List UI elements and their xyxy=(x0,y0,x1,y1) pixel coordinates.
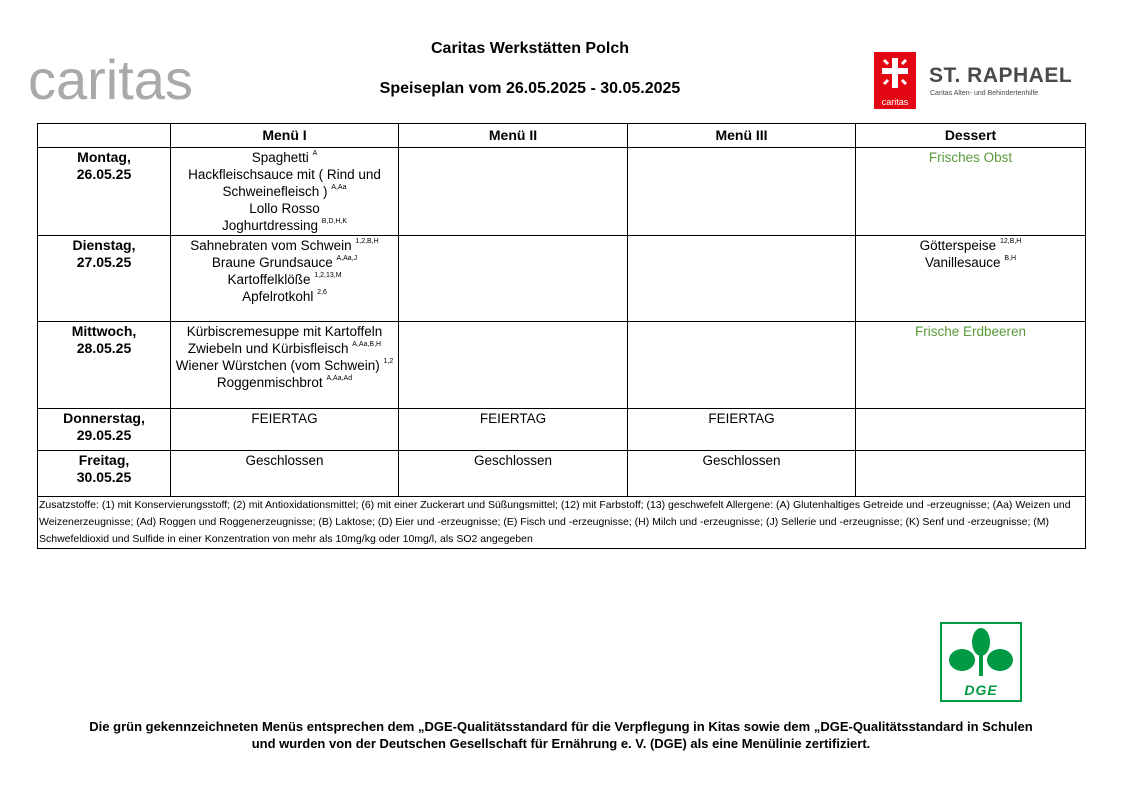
table-header-row xyxy=(38,124,1086,148)
dish-name: Roggenmischbrot xyxy=(216,375,323,390)
menu-1-cell xyxy=(171,148,399,236)
dish-name: Joghurtdressing xyxy=(221,218,318,233)
dish-name: Hackfleischsauce mit ( Rind und Schweinefleisch ) xyxy=(188,167,381,199)
dish-name: Kartoffelklöße xyxy=(227,272,311,287)
page-title: Caritas Werkstätten Polch xyxy=(431,40,629,57)
dish-item xyxy=(173,149,396,166)
weekday-label: Freitag, xyxy=(78,452,130,468)
day-cell xyxy=(38,451,171,497)
table-row xyxy=(38,409,1086,451)
dessert-name: Frisches Obst xyxy=(928,150,1013,165)
dessert-cell xyxy=(856,451,1086,497)
dish-item xyxy=(173,374,396,391)
dish-item xyxy=(173,254,396,271)
weekday-label: Montag, xyxy=(77,149,131,165)
menu-3-cell xyxy=(628,322,856,409)
date-label: 26.05.25 xyxy=(76,166,132,182)
menu-3-cell: Geschlossen xyxy=(628,451,856,497)
dge-label: DGE xyxy=(964,682,998,698)
dish-name: Braune Grundsauce xyxy=(211,255,333,270)
dessert-cell xyxy=(856,409,1086,451)
allergen-codes: 1,2,13,M xyxy=(314,272,342,279)
dessert-name: Götterspeise xyxy=(919,238,997,253)
dish-item xyxy=(173,410,396,427)
allergen-codes: A,Aa,B,H xyxy=(352,341,382,348)
day-cell xyxy=(38,148,171,236)
dge-logo xyxy=(940,622,1022,702)
allergen-codes: A,Aa xyxy=(331,184,347,191)
dish-item xyxy=(173,357,396,374)
footer-line-2: und wurden von der Deutschen Gesellschaft für Ernährung e. V. (DGE) als eine Menülinie zertifiziert. xyxy=(251,736,871,751)
menu-1-cell xyxy=(171,451,399,497)
dish-item xyxy=(173,200,396,217)
table-row xyxy=(38,322,1086,409)
menu-table xyxy=(37,123,1086,549)
day-cell xyxy=(38,236,171,322)
column-header-menu-1: Menü I xyxy=(171,124,399,148)
additives-allergens-legend: Zusatzstoffe: (1) mit Konservierungsstoff; (2) mit Antioxidationsmittel; (6) mit einer Zuckerart und Süßungsmittel; (12) mit Farbstoff; (13) geschwefelt Allergene: (A) Glutenhaltiges Getreide und -erzeugnisse; (Aa) Weizen und Weizenerzeugnisse; (Ad) Roggen und Roggenerzeugnisse; (B) Laktose; (D) Eier und -erzeugnisse; (E) Fisch und -erzeugnisse; (H) Milch und -erzeugnisse; (J) Sellerie und -erzeugnisse; (K) Senf und -erzeugnisse; (M) Schwefeldioxid und Sulfide in einer Konzentration von mehr als 10mg/kg oder 10mg/l, als SO2 angegeben xyxy=(38,497,1086,549)
allergen-codes: 1,2,B,H xyxy=(355,238,379,245)
allergen-codes: A xyxy=(312,150,318,157)
dish-name: Kürbiscremesuppe mit Kartoffeln Zwiebeln und Kürbisfleisch xyxy=(186,324,383,356)
menu-3-cell xyxy=(628,236,856,322)
dish-item xyxy=(173,217,396,234)
dish-name: Sahnebraten vom Schwein xyxy=(190,238,352,253)
date-label: 28.05.25 xyxy=(76,340,132,356)
dish-name: Wiener Würstchen (vom Schwein) xyxy=(175,358,380,373)
day-cell xyxy=(38,409,171,451)
date-label: 30.05.25 xyxy=(76,469,132,485)
dessert-cell xyxy=(856,236,1086,322)
allergen-codes: A,Aa,Ad xyxy=(326,375,353,382)
dessert-item xyxy=(858,323,1083,340)
allergen-codes: B,H xyxy=(1004,255,1016,262)
date-label: 29.05.25 xyxy=(76,427,132,443)
caritas-logo: caritas xyxy=(28,48,193,111)
weekday-label: Mittwoch, xyxy=(71,323,137,339)
column-header-dessert: Dessert xyxy=(856,124,1086,148)
allergen-codes: 2,6 xyxy=(317,289,327,296)
caritas-flame-icon xyxy=(874,52,916,109)
footer-line-1: Die grün gekennzeichneten Menüs entsprechen dem „DGE-Qualitätsstandard für die Verpflegung in Kitas sowie dem „DGE-Qualitätsstandard in Schulen xyxy=(89,719,1033,734)
dish-name: Apfelrotkohl xyxy=(242,289,314,304)
dish-name: Lollo Rosso xyxy=(249,201,320,216)
dish-item xyxy=(173,271,396,288)
dessert-cell xyxy=(856,148,1086,236)
menu-1-cell xyxy=(171,409,399,451)
menu-3-cell: FEIERTAG xyxy=(628,409,856,451)
dish-item xyxy=(173,323,396,357)
dessert-item xyxy=(858,237,1083,254)
dish-name: FEIERTAG xyxy=(251,411,318,426)
table-row xyxy=(38,148,1086,236)
dish-item xyxy=(173,452,396,469)
dish-name: Geschlossen xyxy=(245,453,324,468)
table-row xyxy=(38,451,1086,497)
day-cell xyxy=(38,322,171,409)
menu-2-cell xyxy=(399,148,628,236)
st-raphael-subtitle: Caritas Alten- und Behindertenhilfe xyxy=(930,90,1039,97)
dessert-item xyxy=(858,254,1083,271)
dish-item xyxy=(173,237,396,254)
dge-leaf-icon xyxy=(942,624,1020,680)
caritas-small-label: caritas xyxy=(881,97,909,107)
st-raphael-logo xyxy=(874,52,1074,110)
column-header-menu-2: Menü II xyxy=(399,124,628,148)
menu-2-cell: Geschlossen xyxy=(399,451,628,497)
weekday-label: Dienstag, xyxy=(72,237,136,253)
column-header-menu-3: Menü III xyxy=(628,124,856,148)
date-label: 27.05.25 xyxy=(76,254,132,270)
weekday-label: Donnerstag, xyxy=(63,410,145,426)
dessert-cell xyxy=(856,322,1086,409)
table-row xyxy=(38,236,1086,322)
menu-3-cell xyxy=(628,148,856,236)
dish-name: Spaghetti xyxy=(251,150,309,165)
dish-item xyxy=(173,166,396,200)
dish-item xyxy=(173,288,396,305)
st-raphael-name: ST. RAPHAEL xyxy=(929,64,1073,87)
menu-2-cell xyxy=(399,322,628,409)
menu-1-cell xyxy=(171,236,399,322)
footer-note xyxy=(20,718,1102,752)
column-header-day xyxy=(38,124,171,148)
dessert-item xyxy=(858,149,1083,166)
dessert-name: Vanillesauce xyxy=(925,255,1001,270)
menu-2-cell: FEIERTAG xyxy=(399,409,628,451)
page-subtitle: Speiseplan vom 26.05.2025 - 30.05.2025 xyxy=(379,80,681,97)
allergen-codes: 1,2 xyxy=(383,358,394,365)
legend-row xyxy=(38,497,1086,549)
menu-2-cell xyxy=(399,236,628,322)
menu-1-cell xyxy=(171,322,399,409)
dessert-name: Frische Erdbeeren xyxy=(914,324,1027,339)
allergen-codes: B,D,H,K xyxy=(321,218,348,225)
allergen-codes: 12,B,H xyxy=(999,238,1022,245)
allergen-codes: A,Aa,J xyxy=(336,255,358,262)
